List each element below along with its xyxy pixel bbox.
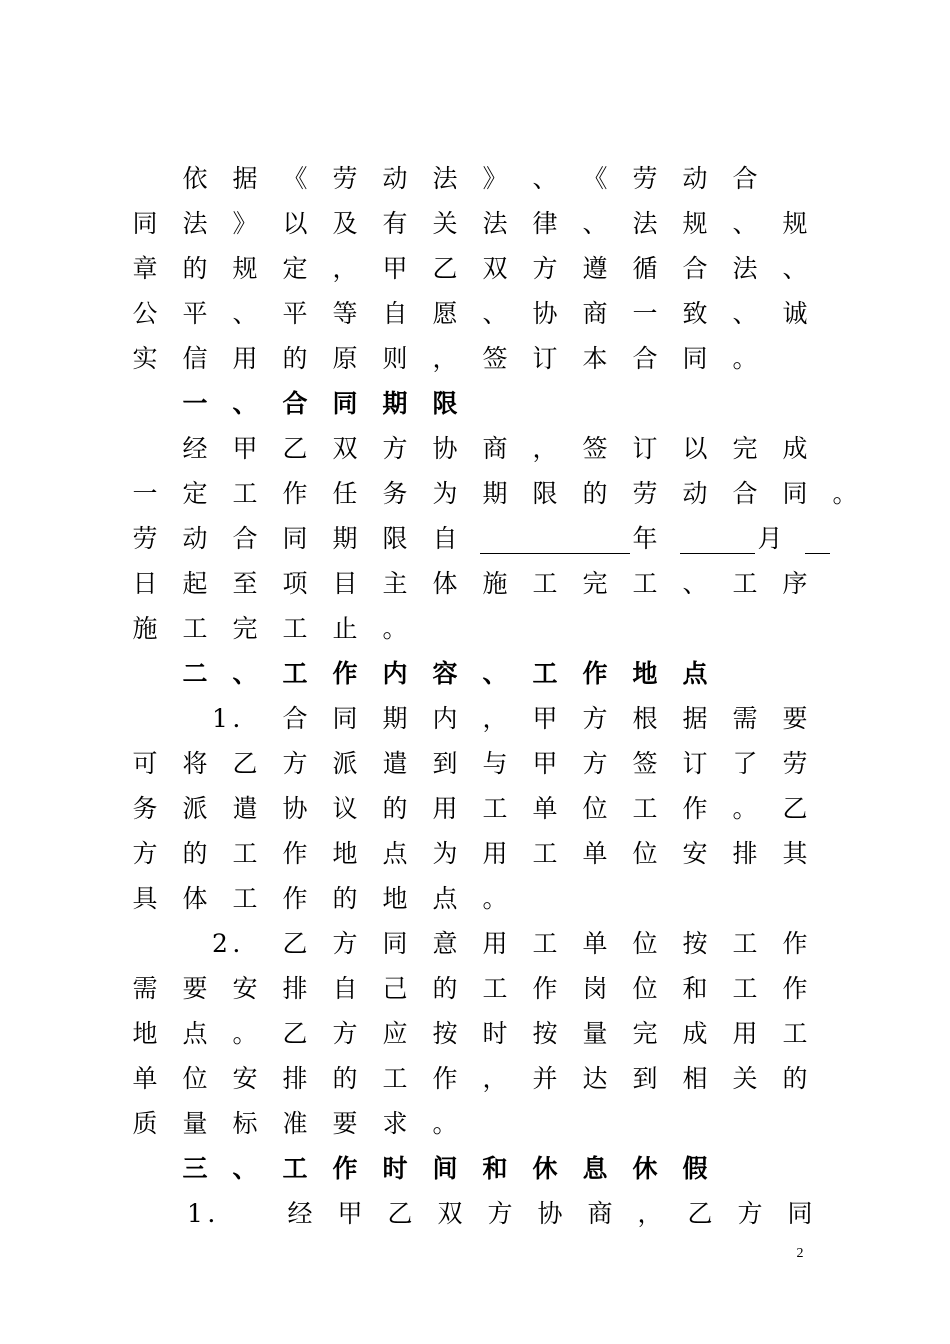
page-number: 2 <box>796 1246 804 1261</box>
document-page: 依 据 《 劳 动 法 》 、 《 劳 动 合 同 法 》 以 及 有 关 法 律 、 法 规 、 规 章 的 规 定 ， 甲 乙 双 方 遵 循 合 法 、 公 平 、 平 等 自 愿 、 协 商 一 致 、 诚 实 信 用 的 原 则 ， 签 订 本 合 同 。 一 、 合 同 期 限 经 甲 乙 双 方 协 商 ， 签 订 以 完 成 一 定 工 作 任 务 为 期 限 的 劳 动 合 同 。 劳 动 合 同 期 限 自 年 月 日 起 至 项 目 主 体 施 工 完 工 、 工 序 施 工 完 工 止 。 二 、 工 作 内 容 、 工 作 地 点 1 ． 合 同 期 内 ， 甲 方 根 据 需 要 可 将 乙 方 派 遣 到 与 甲 方 签 订 了 劳 务 派 遣 协 议 的 用 工 单 位 工 作 。 乙 方 的 工 作 地 点 为 用 工 单 位 安 排 其 具 体 工 作 的 地 点 。 2 ． 乙 方 同 意 用 工 单 位 按 工 作 需 要 安 排 自 己 的 工 作 岗 位 和 工 作 地 点 。 乙 方 应 按 时 按 量 完 成 用 工 单 位 安 排 的 工 作 ， 并 达 到 相 关 的 质 量 标 准 要 求 。 三 、 工 作 时 间 和 休 息 休 假 1 ． 经 甲 乙 双 方 协 商 ， 乙 方 同 2 <box>0 0 950 1344</box>
fill-in-blank <box>680 553 755 554</box>
fill-in-blank <box>480 553 630 554</box>
fill-in-blank <box>805 553 830 554</box>
